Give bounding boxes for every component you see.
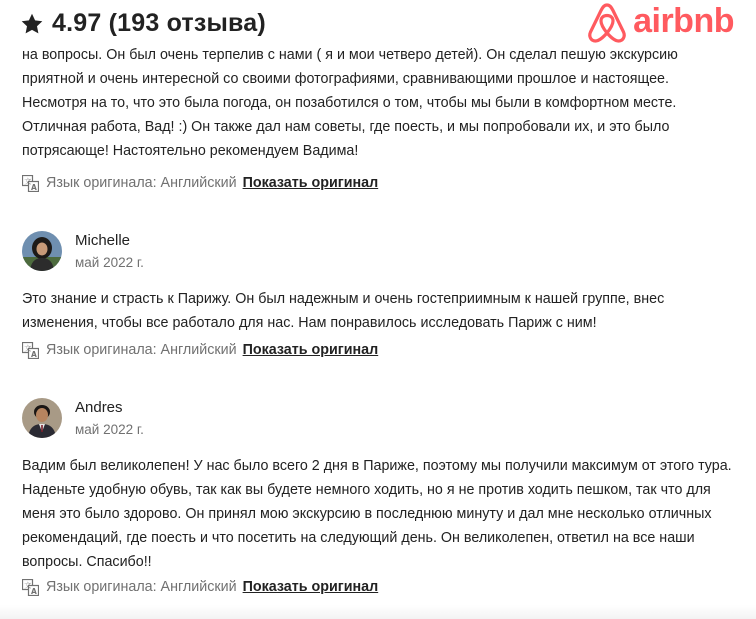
reviewer-header [22,231,144,271]
avatar[interactable] [22,231,62,271]
svg-text:A: A [31,349,37,359]
translation-note [22,576,742,598]
review-line: рекомендаций, где поесть и что посетить на следующий день. Он великолепен, ответил на все наши [22,530,695,546]
reviewer-header [22,398,144,438]
show-original-link[interactable]: Показать оригинал [242,579,379,595]
airbnb-brand [585,2,734,44]
rating-summary [20,9,266,38]
review-date: май 2022 г. [75,255,144,270]
translate-icon [22,175,39,192]
review-line: вопросы. Спасибо!! [22,554,152,570]
review-date: май 2022 г. [75,422,144,437]
original-language-label: Язык оригинала: Английский [46,342,237,358]
review-line: Отличная работа, Вад! :) Он также дал нам советы, где поесть, и мы попробовали их, и это было [22,119,670,135]
show-original-link[interactable]: Показать оригинал [242,175,379,191]
review-text [22,287,742,335]
review-line: Вадим был великолепен! У нас было всего 2 дня в Париже, поэтому мы получили максимум от этого тура. [22,458,732,474]
bottom-fade [0,605,756,619]
show-original-link[interactable]: Показать оригинал [242,342,379,358]
review-line: приятной и очень интересной со своими фотографиями, сравнивающими прошлое и настоящее. [22,71,669,87]
review-line: Несмотря на то, что это была погода, он позаботился о том, чтобы мы были в комфортном месте. [22,95,677,111]
avatar[interactable] [22,398,62,438]
rating-text: 4.97 (193 отзыва) [52,9,266,37]
reviewer-name: Andres [75,399,123,416]
brand-wordmark: airbnb [633,2,734,40]
review-line: на вопросы. Он был очень терпелив с нами ( я и мои четверо детей). Он сделал пешую экскурсию [22,47,678,63]
svg-text:文: 文 [24,580,32,589]
translation-note [22,339,742,361]
review-text [22,43,742,163]
review-line: Наденьте удобную обувь, так как вы будете немного ходить, но я не против ходить пешком, так что для [22,482,711,498]
airbnb-logo-icon [585,2,629,44]
translation-note [22,172,742,194]
svg-text:A: A [31,586,37,596]
original-language-label: Язык оригинала: Английский [46,175,237,191]
reviewer-name: Michelle [75,232,131,249]
review-line: потрясающе! Настоятельно рекомендуем Вадима! [22,143,359,159]
svg-text:文: 文 [24,343,32,352]
star-icon [20,12,44,36]
svg-text:A: A [31,182,37,192]
review-line: меня это было здорово. Он принял мою экскурсию в последнюю минуту и дал мне несколько отличных [22,506,712,522]
review-line: изменения, чтобы все работало для нас. Нам понравилось исследовать Париж с ним! [22,315,597,331]
reviews-header [0,0,756,48]
translate-icon [22,342,39,359]
translate-icon [22,579,39,596]
original-language-label: Язык оригинала: Английский [46,579,237,595]
svg-text:文: 文 [24,176,32,185]
review-text [22,454,742,574]
review-line: Это знание и страсть к Парижу. Он был надежным и очень гостеприимным к нашей группе, внес [22,291,665,307]
